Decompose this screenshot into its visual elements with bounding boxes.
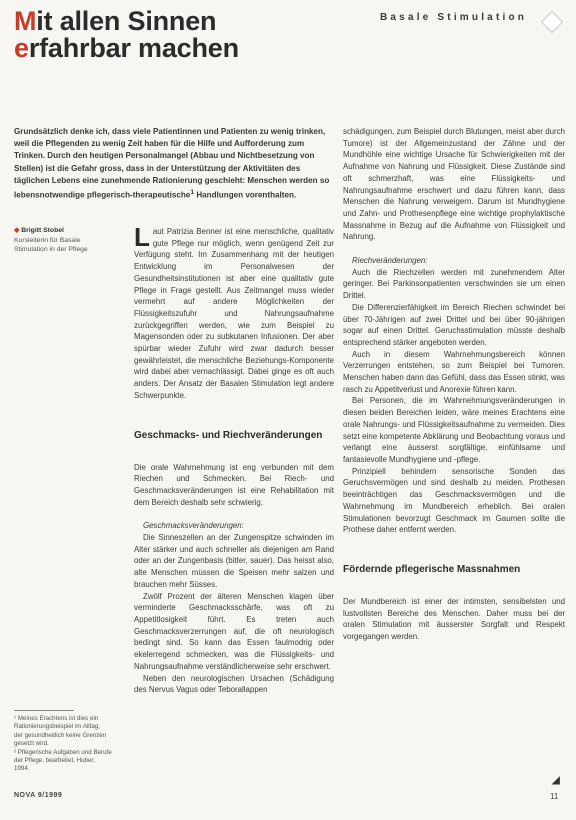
- right-column: [343, 126, 565, 643]
- section-tag: Basale Stimulation: [380, 12, 528, 23]
- middle-paragraph-1: [134, 222, 334, 402]
- footnotes: [14, 710, 122, 774]
- lead-paragraph: [14, 126, 336, 202]
- end-of-article-icon: ◢: [552, 775, 560, 786]
- drop-cap: L: [134, 222, 150, 252]
- author-role-2: Stimulation in der Pflege: [14, 246, 88, 254]
- middle-paragraph-2: Die orale Wahrnehmung ist eng verbunden mit dem Riechen und Schmecken. Bei Riech- und Geschmacksveränderungen ist eine Rehabilitation mit dem Bereich deshalb sehr schwierig.: [134, 462, 334, 507]
- right-paragraph-3: Die Differenzierfähigkeit im Bereich Riechen schwindet bei über 70-Jährigen auf zwei Drittel und bei über 90-jährigen sogar auf einen Drittel. Geruchsstimulation müsste deshalb entsprechend stärker angeboten werden.: [343, 302, 565, 347]
- right-paragraph-2: Auch die Riechzellen werden mit zunehmendem Alter geringer. Bei Parkinsonpatienten verschwinden sie um einen Drittel.: [343, 267, 565, 301]
- middle-column: [134, 222, 334, 696]
- journal-name: NOVA 9/1999: [14, 792, 63, 799]
- footnote-line: ¹ Meines Erachtens ist dies ein: [14, 715, 99, 722]
- right-paragraph-4: Auch in diesem Wahrnehmungsbereich können Verzerrungen entstehen, so zum Beispiel bei Tumoren. Menschen haben dann das Gefühl, dass das Essen stinkt, was rasch zu Appetitverlust und Anorexie führen kann.: [343, 349, 565, 394]
- title-line1: it allen Sinnen: [36, 6, 217, 36]
- page-number: 11: [550, 792, 559, 801]
- heading-geschmacks: Geschmacks- und Riechveränderungen: [134, 429, 323, 441]
- subheading-riech: Riechveränderungen:: [352, 256, 428, 266]
- heading-massnahmen: Fördernde pflegerische Massnahmen: [343, 563, 521, 575]
- author-box: [14, 226, 120, 255]
- footnote-line: ² Pflegerische Aufgaben und Berufe: [14, 748, 112, 756]
- diamond-icon: [541, 11, 564, 34]
- footnote-line: gesetzt wird.: [14, 740, 49, 748]
- title-initial-2: e: [14, 33, 29, 63]
- right-paragraph-7: Der Mundbereich ist einer der intimsten, sensibelsten und lustvollsten Bereiche des Menschen. Daher muss bei der oralen Stimulation mit äusserster Sorgfalt und Respekt vorgegangen werden.: [343, 596, 565, 642]
- title-initial: M: [14, 6, 37, 36]
- author-role-1: Kursleiterin für Basale: [14, 236, 81, 244]
- subheading-geschmack: Geschmacksveränderungen:: [143, 521, 244, 531]
- footnote-line: der gesundheitlich keine Grenzen: [14, 731, 107, 739]
- title-line2: rfahrbar machen: [28, 33, 239, 63]
- author-name: ◆ Brigitt Stobel: [14, 226, 120, 236]
- lead-footnote-ref: 1: [190, 189, 195, 197]
- right-paragraph-1: schädigungen, zum Beispiel durch Blutungen, meist aber durch Tumore) ist der Allgemeinzustand der Zähne und der Mundhöhle eine wichtige Ursache für Schwierigkeiten mit der Aufnahme von Nahrung und Flüssigkeit. Diese Zustände sind oft schmerzhaft, was eine Flüssigkeits- und Nahrungsaufnahme erschwert und dazu führen kann, dass Menschen die Nahrung verweigern. Darum ist Mundhygiene und Zahn- und Prothesenpflege eine wichtige prophylaktische Massnahme in Bezug auf die Aufnahme von Flüssigkeit und Nahrung.: [343, 127, 565, 242]
- lead-text-2: Handlungen vorenthalten.: [194, 190, 297, 200]
- footnote-line: Rationierungsbeispiel im Alltag,: [14, 723, 100, 731]
- middle-paragraph-4: Zwölf Prozent der älteren Menschen klagen über verminderte Geschmacksschärfe, was oft zu Appetitlosigkeit führt. Es treten auch Geschmacksverzerrungen auf, die oft neurologisch bedingt sind. So kann das Essen faulmodrig oder ekelerregend schmecken, was die Flüssigkeits- und Nahrungsaufnahme verständlicherweise sehr erschwert.: [134, 591, 334, 671]
- middle-paragraph-3: Die Sinneszellen an der Zungenspitze schwinden im Alter stärker und auch schneller als diejenigen am Rand oder an der Zungenbasis (bitter, sauer). Das heisst also, alte Menschen müssen die Speisen mehr salzen und brauchen mehr Süsses.: [134, 533, 334, 589]
- middle-paragraph-5: Neben den neurologischen Ursachen (Schädigung des Nervus Vagus oder Teborallappen: [134, 673, 334, 695]
- article-title: [14, 8, 314, 62]
- right-paragraph-5: Bei Personen, die im Wahrnehmungsveränderungen in diesen beiden Bereichen leiden, wäre meines Erachtens eine orale Nahrungs- und Flüssigkeitsaufnahme zu vermeiden. Dies setzt eine kompetente Abklärung und Beobachtung voraus und verlangt eine äusserst sorgfältige, einfühlsame und fantasievolle Mundhygiene und -pflege.: [343, 396, 565, 464]
- right-paragraph-6: Prinzipiell behindern sensorische Sonden das Geruchsvermögen und sind deshalb zu meiden. Prothesen beeinträchtigen das Geschmacksvermögen und die Wahrnehmung im Mundbereich erheblich. Bei oralen Stimulationen bevorzugt Geschmack im Gaumen sollte die Prothese daher entfernt werden.: [343, 466, 565, 535]
- footnote-line: der Pflege, bearbeitet, Huber,: [14, 757, 95, 765]
- footnote-line: 1994.: [14, 765, 30, 773]
- middle-paragraph-1-text: aut Patrizia Benner ist eine menschliche, qualitativ gute Pflege nur möglich, wenn genügend Zeit zur Verfügung steht. Im Zusammenhang mit der heutigen Entwicklung im Personalwesen der Gesundheitsinstitutionen ist aber eine qualitativ gute Pflege in Frage gestellt. Aus Zeitmangel muss wieder vermehrt auf andere Möglichkeiten der Flüssigkeitszufuhr und Nahrungsaufnahme zurückgegriffen werden, wie zum Beispiel zu Magensonden oder zu subkutanen Infusionen. Der aber spürbar wieder Zufuhr wird zwar dadurch besser gewährleistet, die menschliche Beziehungs-Komponente wird dabei aber vernachlässigt. Dabei ginge es oft auch anders. Der Ansatz der Basalen Stimulation legt andere Schwerpunkte.: [134, 227, 334, 400]
- lead-text-1: Grundsätzlich denke ich, dass viele Patientinnen und Patienten zu wenig trinken, weil die Pflegenden zu wenig Zeit haben für die Hilfe und Aufforderung zum Trinken. Durch den heutigen Personalmangel (Abbau und Nichtbesetzung von Stellen) ist die Gefahr gross, dass in der Unterstützung der Aktivitäten des täglichen Lebens eine zunehmende Rationierung geschieht: Menschen werden so lebensnotwendige pflegerisch-therapeutische: [14, 127, 330, 200]
